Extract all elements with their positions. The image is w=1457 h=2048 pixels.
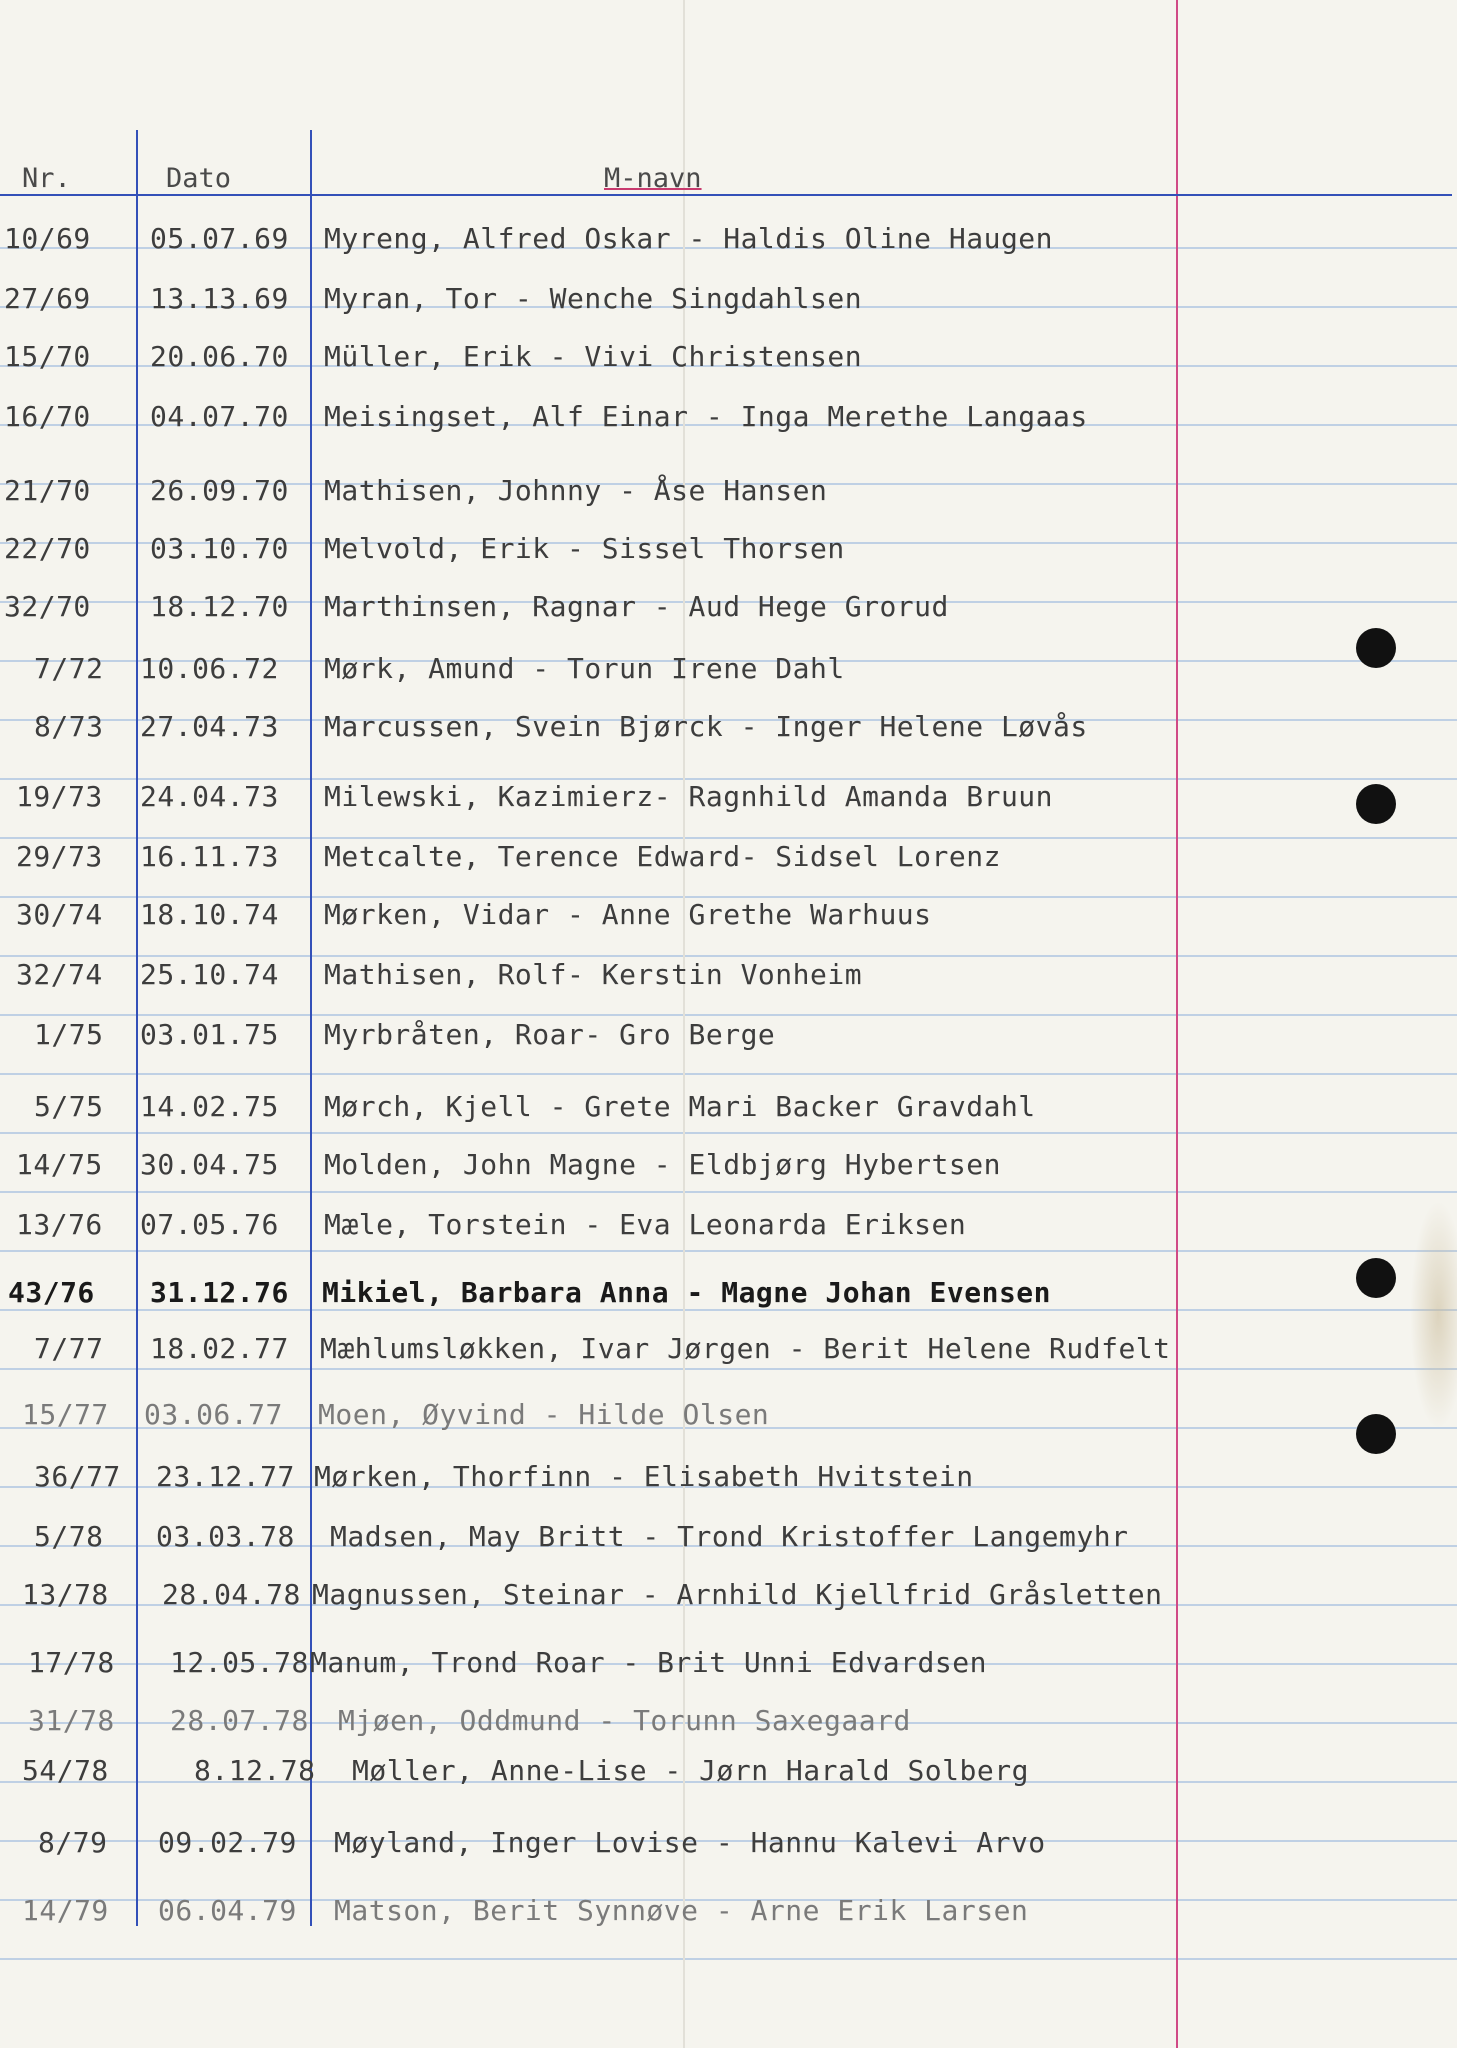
row-dato: 20.06.70 xyxy=(150,340,289,373)
row-nr: 5/78 xyxy=(34,1520,104,1553)
row-name: Myran, Tor - Wenche Singdahlsen xyxy=(324,282,863,315)
paper-stain xyxy=(1410,1200,1457,1430)
header-dato: Dato xyxy=(166,163,232,194)
row-name: Møller, Anne-Lise - Jørn Harald Solberg xyxy=(352,1754,1029,1787)
margin-line xyxy=(1176,0,1178,2048)
row-name: Mæhlumsløkken, Ivar Jørgen - Berit Helene Rudfelt xyxy=(320,1332,1171,1365)
row-name: Mathisen, Rolf- Kerstin Vonheim xyxy=(324,958,863,991)
row-nr: 54/78 xyxy=(22,1754,109,1787)
row-nr: 27/69 xyxy=(4,282,91,315)
row-dato: 28.07.78 xyxy=(170,1704,309,1737)
row-nr: 36/77 xyxy=(34,1460,121,1493)
row-dato: 18.10.74 xyxy=(140,898,279,931)
column-divider-nr xyxy=(136,130,138,1926)
row-nr: 19/73 xyxy=(16,780,103,813)
row-dato: 31.12.76 xyxy=(150,1276,289,1309)
row-nr: 8/79 xyxy=(38,1826,108,1859)
row-dato: 8.12.78 xyxy=(194,1754,316,1787)
row-name: Molden, John Magne - Eldbjørg Hybertsen xyxy=(324,1148,1001,1181)
row-name: Milewski, Kazimierz- Ragnhild Amanda Bruun xyxy=(324,780,1054,813)
row-dato: 06.04.79 xyxy=(158,1894,297,1927)
punch-hole xyxy=(1356,784,1396,824)
row-nr: 8/73 xyxy=(34,710,104,743)
row-nr: 32/70 xyxy=(4,590,91,623)
row-dato: 03.01.75 xyxy=(140,1018,279,1051)
row-nr: 14/79 xyxy=(22,1894,109,1927)
row-dato: 23.12.77 xyxy=(156,1460,295,1493)
row-dato: 13.13.69 xyxy=(150,282,289,315)
row-name: Mørch, Kjell - Grete Mari Backer Gravdahl xyxy=(324,1090,1036,1123)
row-name: Metcalte, Terence Edward- Sidsel Lorenz xyxy=(324,840,1001,873)
row-dato: 26.09.70 xyxy=(150,474,289,507)
header-rule xyxy=(0,194,1452,196)
header-nr: Nr. xyxy=(22,163,71,194)
header-mnavn: M-navn xyxy=(604,163,702,194)
row-dato: 10.06.72 xyxy=(140,652,279,685)
row-name: Manum, Trond Roar - Brit Unni Edvardsen xyxy=(310,1646,987,1679)
row-nr: 30/74 xyxy=(16,898,103,931)
row-dato: 30.04.75 xyxy=(140,1148,279,1181)
row-dato: 16.11.73 xyxy=(140,840,279,873)
punch-hole xyxy=(1356,1414,1396,1454)
row-name: Mjøen, Oddmund - Torunn Saxegaard xyxy=(338,1704,911,1737)
row-name: Melvold, Erik - Sissel Thorsen xyxy=(324,532,845,565)
row-nr: 14/75 xyxy=(16,1148,103,1181)
punch-hole xyxy=(1356,628,1396,668)
row-nr: 13/76 xyxy=(16,1208,103,1241)
row-name: Meisingset, Alf Einar - Inga Merethe Langaas xyxy=(324,400,1088,433)
row-nr: 31/78 xyxy=(28,1704,115,1737)
row-nr: 10/69 xyxy=(4,222,91,255)
row-nr: 15/70 xyxy=(4,340,91,373)
row-name: Mørk, Amund - Torun Irene Dahl xyxy=(324,652,845,685)
row-nr: 16/70 xyxy=(4,400,91,433)
row-dato: 24.04.73 xyxy=(140,780,279,813)
row-name: Marthinsen, Ragnar - Aud Hege Grorud xyxy=(324,590,949,623)
row-nr: 32/74 xyxy=(16,958,103,991)
row-name: Mørken, Thorfinn - Elisabeth Hvitstein xyxy=(314,1460,974,1493)
row-dato: 14.02.75 xyxy=(140,1090,279,1123)
row-nr: 21/70 xyxy=(4,474,91,507)
row-dato: 07.05.76 xyxy=(140,1208,279,1241)
row-name: Myrbråten, Roar- Gro Berge xyxy=(324,1018,776,1051)
row-name: Magnussen, Steinar - Arnhild Kjellfrid Gråsletten xyxy=(312,1578,1163,1611)
row-name: Mørken, Vidar - Anne Grethe Warhuus xyxy=(324,898,932,931)
row-dato: 18.12.70 xyxy=(150,590,289,623)
row-dato: 04.07.70 xyxy=(150,400,289,433)
row-nr: 13/78 xyxy=(22,1578,109,1611)
row-dato: 18.02.77 xyxy=(150,1332,289,1365)
row-dato: 05.07.69 xyxy=(150,222,289,255)
row-nr: 7/72 xyxy=(34,652,104,685)
row-nr: 43/76 xyxy=(8,1276,95,1309)
row-name: Mæle, Torstein - Eva Leonarda Eriksen xyxy=(324,1208,967,1241)
row-name: Matson, Berit Synnøve - Arne Erik Larsen xyxy=(334,1894,1029,1927)
row-name: Müller, Erik - Vivi Christensen xyxy=(324,340,863,373)
row-dato: 03.03.78 xyxy=(156,1520,295,1553)
row-dato: 25.10.74 xyxy=(140,958,279,991)
row-name: Møyland, Inger Lovise - Hannu Kalevi Arvo xyxy=(334,1826,1046,1859)
row-name: Madsen, May Britt - Trond Kristoffer Langemyhr xyxy=(330,1520,1129,1553)
row-name: Moen, Øyvind - Hilde Olsen xyxy=(318,1398,770,1431)
row-dato: 12.05.78 xyxy=(170,1646,309,1679)
row-dato: 28.04.78 xyxy=(162,1578,301,1611)
row-name: Mathisen, Johnny - Åse Hansen xyxy=(324,474,828,507)
row-name: Myreng, Alfred Oskar - Haldis Oline Haugen xyxy=(324,222,1054,255)
row-dato: 09.02.79 xyxy=(158,1826,297,1859)
row-nr: 29/73 xyxy=(16,840,103,873)
row-nr: 15/77 xyxy=(22,1398,109,1431)
row-dato: 03.10.70 xyxy=(150,532,289,565)
row-name: Mikiel, Barbara Anna - Magne Johan Evensen xyxy=(322,1276,1052,1309)
punch-hole xyxy=(1356,1258,1396,1298)
row-dato: 27.04.73 xyxy=(140,710,279,743)
row-nr: 5/75 xyxy=(34,1090,104,1123)
row-dato: 03.06.77 xyxy=(144,1398,283,1431)
row-nr: 7/77 xyxy=(34,1332,104,1365)
row-nr: 22/70 xyxy=(4,532,91,565)
row-nr: 17/78 xyxy=(28,1646,115,1679)
row-nr: 1/75 xyxy=(34,1018,104,1051)
row-name: Marcussen, Svein Bjørck - Inger Helene Løvås xyxy=(324,710,1088,743)
